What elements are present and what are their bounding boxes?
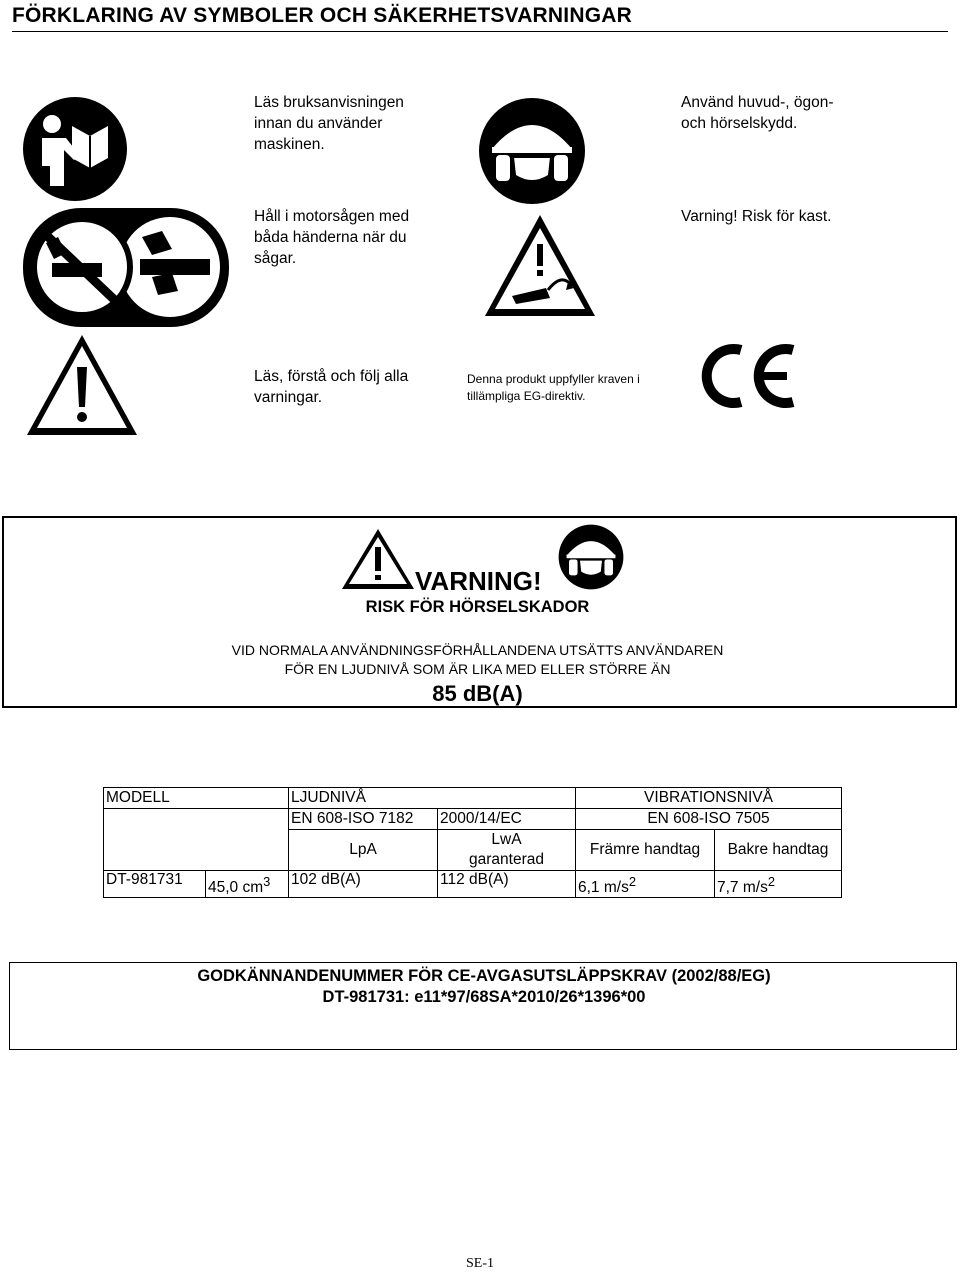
model-value: DT-981731	[104, 871, 206, 898]
approval-line-2: DT-981731: e11*97/68SA*2010/26*1396*00	[322, 988, 646, 1006]
lwa-label-cell	[438, 830, 576, 871]
sound-standard: EN 608-ISO 7182	[289, 809, 438, 830]
title-divider	[12, 31, 948, 32]
protective-gear-text	[681, 92, 834, 134]
text-line: maskinen.	[254, 136, 325, 153]
ce-text	[467, 371, 640, 405]
vibration-header: VIBRATIONSNIVÅ	[576, 788, 842, 809]
approval-line-1: GODKÄNNANDENUMMER FÖR CE-AVGASUTSLÄPPSKRAV (2002/88/EG)	[197, 967, 771, 985]
vibration-standard: EN 608-ISO 7505	[576, 809, 842, 830]
text-line: Läs, förstå och följ alla	[254, 368, 409, 385]
sound-directive: 2000/14/EC	[438, 809, 576, 830]
rear-handle-header: Bakre handtag	[715, 830, 842, 871]
front-vib-cell	[576, 871, 715, 898]
warning-body-line: FÖR EN LJUDNIVÅ SOM ÄR LIKA MED ELLER STÖRRE ÄN	[284, 661, 671, 677]
warning-triangle-icon	[25, 333, 139, 437]
text-line: innan du använder	[254, 115, 383, 132]
lwa-label: LwA	[491, 831, 522, 848]
warning-subheading: RISK FÖR HÖRSELSKADOR	[365, 598, 590, 616]
kickback-text	[681, 206, 831, 227]
read-manual-text	[254, 92, 404, 155]
front-handle-header: Främre handtag	[576, 830, 715, 871]
rear-vib-value: 7,7 m/s	[717, 879, 768, 896]
model-header: MODELL	[104, 788, 289, 809]
spec-table	[103, 787, 842, 898]
table-row	[104, 871, 842, 898]
protective-gear-icon	[558, 524, 624, 590]
warning-body	[0, 641, 955, 679]
text-line: sågar.	[254, 250, 297, 267]
text-line: Använd huvud-, ögon-	[681, 94, 834, 111]
lpa-label: LpA	[289, 830, 438, 871]
read-warnings-text	[254, 366, 408, 408]
text-line: och hörselskydd.	[681, 115, 798, 132]
text-line: varningar.	[254, 389, 323, 406]
text-line: båda händerna när du	[254, 229, 407, 246]
front-vib-value: 6,1 m/s	[578, 879, 629, 896]
page-number: SE-1	[466, 1256, 494, 1271]
text-line: tillämpliga EG-direktiv.	[467, 389, 586, 403]
rear-vib-cell	[715, 871, 842, 898]
text-line: Denna produkt uppfyller kraven i	[467, 372, 640, 386]
empty-cell	[104, 809, 289, 830]
approval-box	[9, 962, 957, 1050]
front-vib-sup: 2	[628, 873, 637, 889]
displacement-cell	[206, 871, 289, 898]
lpa-value: 102 dB(A)	[289, 871, 438, 898]
warning-body-line: VID NORMALA ANVÄNDNINGSFÖRHÅLLANDENA UTSÄTTS ANVÄNDAREN	[231, 642, 724, 658]
rear-vib-sup: 2	[767, 873, 776, 889]
table-row	[104, 830, 842, 871]
read-manual-icon	[22, 96, 128, 202]
warning-heading: VARNING!	[415, 566, 542, 596]
displacement-value: 45,0 cm	[208, 879, 264, 896]
lwa-sub: garanterad	[469, 851, 544, 868]
page-title: FÖRKLARING AV SYMBOLER OCH SÄKERHETSVARNINGAR	[12, 4, 632, 27]
two-hands-chainsaw-icon	[22, 207, 230, 328]
lwa-value: 112 dB(A)	[438, 871, 576, 898]
text-line: Håll i motorsågen med	[254, 208, 410, 225]
warning-sound-level: 85 dB(A)	[432, 681, 523, 706]
warning-triangle-icon	[340, 527, 416, 591]
table-row	[104, 788, 842, 809]
two-hands-text	[254, 206, 409, 269]
table-row	[104, 809, 842, 830]
text-line: Läs bruksanvisningen	[254, 94, 404, 111]
kickback-warning-icon	[482, 212, 598, 320]
protective-gear-icon	[478, 97, 586, 205]
ce-mark-icon	[697, 340, 801, 412]
displacement-sup: 3	[263, 873, 271, 889]
text-line: Varning! Risk för kast.	[681, 208, 832, 225]
sound-header: LJUDNIVÅ	[289, 788, 576, 809]
empty-cell	[104, 830, 289, 871]
